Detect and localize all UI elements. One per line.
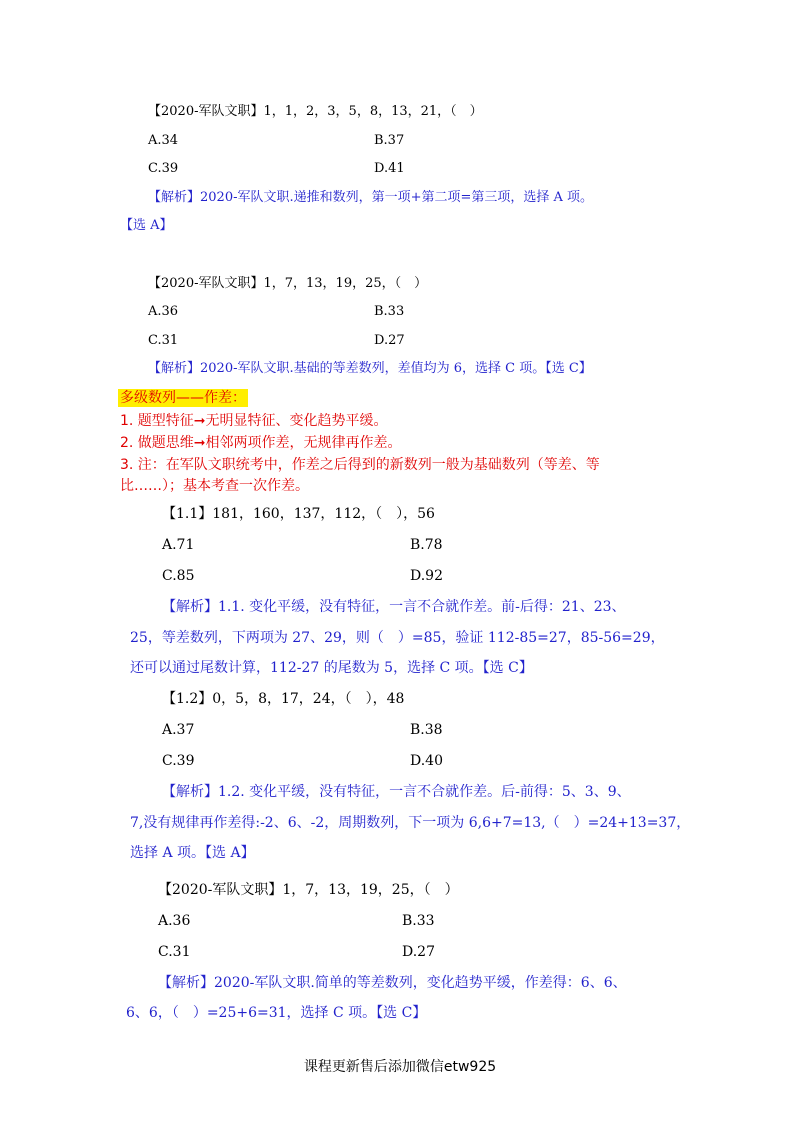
- q5-analysis-line-1: 【解析】2020-军队文职.简单的等差数列，变化趋势平缓，作差得：6、6、: [158, 975, 627, 991]
- q2-stem: 【2020-军队文职】1，7，13，19，25，（ ）: [148, 276, 428, 291]
- section-title-highlight: 多级数列——作差：: [120, 390, 246, 406]
- q2-option-d: D.27: [374, 333, 405, 348]
- q2-option-c: C.31: [148, 333, 179, 348]
- q1-option-a: A.34: [148, 133, 179, 148]
- section-point-3: 3. 注：在军队文职统考中，作差之后得到的新数列一般为基础数列（等差、等: [120, 457, 600, 473]
- q5-stem: 【2020-军队文职】1，7，13，19，25，（ ）: [158, 882, 459, 898]
- q4-analysis-line-3: 选择 A 项。【选 A】: [130, 845, 255, 861]
- q3-analysis-line-3: 还可以通过尾数计算，112-27 的尾数为 5，选择 C 项。【选 C】: [130, 660, 533, 676]
- q3-analysis-line-1: 【解析】1.1. 变化平缓，没有特征，一言不合就作差。前-后得：21、23、: [162, 599, 626, 615]
- q5-option-c: C.31: [158, 944, 191, 960]
- q4-option-b: B.38: [410, 722, 443, 738]
- q4-option-a: A.37: [162, 722, 195, 738]
- q3-analysis-line-2: 25，等差数列，下两项为 27、29，则（ ）=85，验证 112-85=27，85-56=29，: [130, 630, 665, 646]
- q5-option-a: A.36: [158, 913, 191, 929]
- q3-option-a: A.71: [162, 537, 195, 553]
- q3-option-c: C.85: [162, 568, 195, 584]
- q4-option-d: D.40: [410, 753, 443, 769]
- section-title: [120, 391, 248, 405]
- q4-option-c: C.39: [162, 753, 195, 769]
- q1-option-c: C.39: [148, 161, 179, 176]
- q5-analysis-line-2: 6、6，（ ）=25+6=31，选择 C 项。【选 C】: [126, 1005, 427, 1021]
- q1-answer: 【选 A】: [120, 218, 173, 233]
- q4-analysis-line-2: 7,没有规律再作差得:-2、6、-2，周期数列，下一项为 6,6+7=13,（ ）=24+13=37，: [130, 815, 691, 831]
- q2-option-b: B.33: [374, 304, 405, 319]
- q1-option-d: D.41: [374, 161, 405, 176]
- q5-option-b: B.33: [402, 913, 435, 929]
- section-point-2: 2. 做题思维➞相邻两项作差，无规律再作差。: [120, 435, 402, 451]
- section-point-3-cont: 比……）；基本考查一次作差。: [120, 478, 309, 494]
- section-point-1: 1. 题型特征➞无明显特征、变化趋势平缓。: [120, 413, 388, 429]
- q2-option-a: A.36: [148, 304, 179, 319]
- q5-option-d: D.27: [402, 944, 435, 960]
- q1-stem: 【2020-军队文职】1，1，2，3，5，8，13，21，（ ）: [148, 104, 483, 119]
- q1-option-b: B.37: [374, 133, 405, 148]
- q3-option-b: B.78: [410, 537, 443, 553]
- q4-analysis-line-1: 【解析】1.2. 变化平缓，没有特征，一言不合就作差。后-前得：5、3、9、: [162, 784, 631, 800]
- q4-stem: 【1.2】0，5，8，17，24，（ ），48: [162, 691, 405, 707]
- q1-analysis: 【解析】2020-军队文职.递推和数列，第一项+第二项=第三项，选择 A 项。: [148, 190, 594, 205]
- q2-analysis: 【解析】2020-军队文职.基础的等差数列，差值均为 6，选择 C 项。【选 C】: [148, 361, 592, 376]
- footer-note: 课程更新售后添加微信etw925: [303, 1059, 497, 1075]
- q3-stem: 【1.1】181，160，137，112，（ ），56: [162, 506, 435, 522]
- q3-option-d: D.92: [410, 568, 443, 584]
